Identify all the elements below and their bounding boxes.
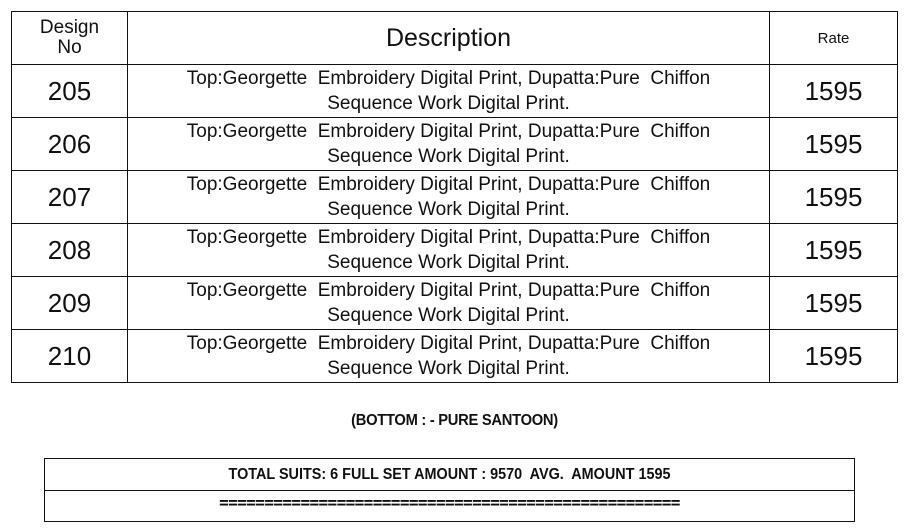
rate-cell: 1595 [770,224,898,277]
rate-cell: 1595 [770,171,898,224]
description-line-2: Sequence Work Digital Print. [327,146,570,167]
summary-box [44,458,855,522]
description-cell [128,224,770,277]
description-line-2: Sequence Work Digital Print. [327,305,570,326]
rate-cell: 1595 [770,118,898,171]
description-line-2: Sequence Work Digital Print. [327,358,570,379]
header-design-no-label: Design No [39,17,100,58]
description-line-1: Top:Georgette Embroidery Digital Print, Dupatta:Pure Chiffon [186,121,711,142]
separator-line: =================================================== [219,493,680,512]
description-line-1: Top:Georgette Embroidery Digital Print, Dupatta:Pure Chiffon [186,333,711,354]
table-row [12,330,898,383]
description-line-2: Sequence Work Digital Print. [327,93,570,114]
table-row [12,65,898,118]
table-row [12,277,898,330]
design-no-cell: 209 [12,277,128,330]
table-header-row [12,12,898,65]
table-row [12,118,898,171]
header-rate: Rate [770,12,898,65]
description-cell [128,65,770,118]
design-no-cell: 208 [12,224,128,277]
design-no-cell: 210 [12,330,128,383]
description-line-2: Sequence Work Digital Print. [327,199,570,220]
rate-cell: 1595 [770,330,898,383]
header-description: Description [128,12,770,65]
rate-cell: 1595 [770,277,898,330]
design-no-cell: 206 [12,118,128,171]
description-line-1: Top:Georgette Embroidery Digital Print, Dupatta:Pure Chiffon [186,280,711,301]
bottom-note: (BOTTOM : - PURE SANTOON) [351,412,558,429]
design-no-cell: 207 [12,171,128,224]
description-line-1: Top:Georgette Embroidery Digital Print, Dupatta:Pure Chiffon [186,227,711,248]
price-table [11,11,898,383]
description-cell [128,277,770,330]
description-cell [128,330,770,383]
description-cell [128,171,770,224]
table-row [12,224,898,277]
header-design-no [12,12,128,65]
description-cell [128,118,770,171]
design-no-cell: 205 [12,65,128,118]
table-row [12,171,898,224]
description-line-1: Top:Georgette Embroidery Digital Print, Dupatta:Pure Chiffon [186,68,711,89]
rate-cell: 1595 [770,65,898,118]
summary-text: TOTAL SUITS: 6 FULL SET AMOUNT : 9570 AVG. AMOUNT 1595 [228,466,671,483]
summary-line [45,459,854,491]
description-line-2: Sequence Work Digital Print. [327,252,570,273]
description-line-1: Top:Georgette Embroidery Digital Print, Dupatta:Pure Chiffon [186,174,711,195]
